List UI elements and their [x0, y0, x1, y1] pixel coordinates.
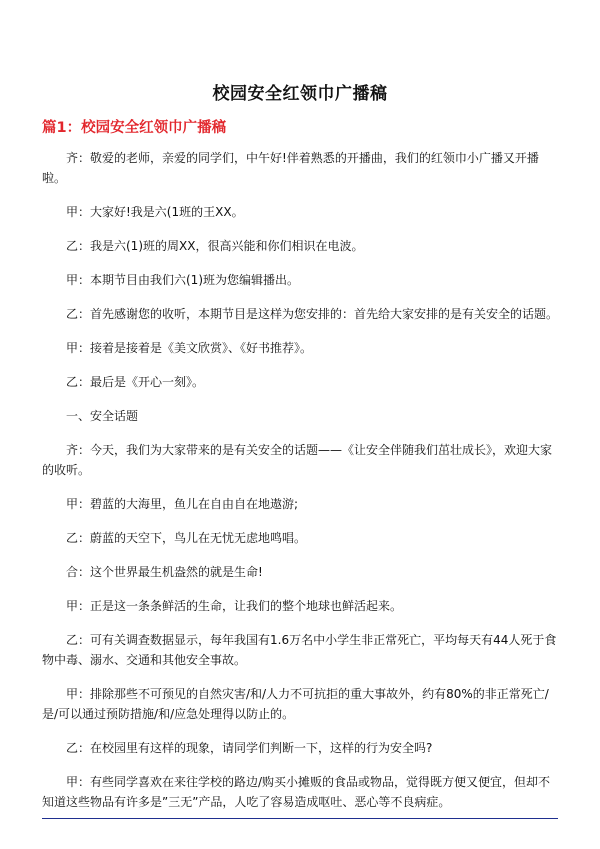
document-title: 校园安全红领巾广播稿	[212, 84, 388, 104]
paragraph: 齐：今天，我们为大家带来的是有关安全的话题——《让安全伴随我们茁壮成长》，欢迎大家的收听。	[42, 443, 553, 477]
paragraph: 乙：蔚蓝的天空下，鸟儿在无忧无虑地鸣唱。	[66, 531, 307, 545]
paragraph: 乙：最后是《开心一刻》。	[66, 375, 205, 389]
paragraph: 甲：排除那些不可预见的自然灾害/和/人力不可抗拒的重大事故外，约有80%的非正常死亡/是/可以通过预防措施/和/应急处理得以防止的。	[42, 687, 549, 721]
paragraph: 甲：正是这一条条鲜活的生命，让我们的整个地球也鲜活起来。	[66, 599, 403, 613]
paragraph: 甲：接着是接着是《美文欣赏》、《好书推荐》。	[66, 341, 313, 355]
paragraph: 乙：首先感谢您的收听，本期节目是这样为您安排的：首先给大家安排的是有关安全的话题。	[66, 307, 559, 321]
paragraph: 齐：敬爱的老师，亲爱的同学们，中午好!伴着熟悉的开播曲，我们的红领巾小广播又开播啦。	[42, 151, 539, 185]
document-body	[42, 148, 562, 826]
paragraph: 合：这个世界最生机盎然的就是生命!	[66, 565, 263, 579]
paragraph: 乙：我是六(1)班的周XX，很高兴能和你们相识在电波。	[66, 239, 364, 253]
section-heading: 一、安全话题	[66, 409, 139, 423]
paragraph: 乙：在校园里有这样的现象，请同学们判断一下，这样的行为安全吗?	[66, 741, 433, 755]
paragraph: 甲：大家好!我是六(1班的王XX。	[66, 205, 244, 219]
paragraph: 甲：有些同学喜欢在来往学校的路边/购买小摊贩的食品或物品，觉得既方便又便宜，但却不知道这些物品有许多是”三无”产品，人吃了容易造成呕吐、恶心等不良病症。	[42, 775, 551, 809]
paragraph: 乙：可有关调查数据显示，每年我国有1.6万名中小学生非正常死亡，平均每天有44人死于食物中毒、溺水、交通和其他安全事故。	[42, 633, 557, 667]
footer-divider	[42, 818, 558, 819]
chapter-heading: 篇1：校园安全红领巾广播稿	[42, 120, 227, 136]
paragraph: 甲：碧蓝的大海里，鱼儿在自由自在地遨游;	[66, 497, 299, 511]
paragraph: 甲：本期节目由我们六(1)班为您编辑播出。	[66, 273, 299, 287]
